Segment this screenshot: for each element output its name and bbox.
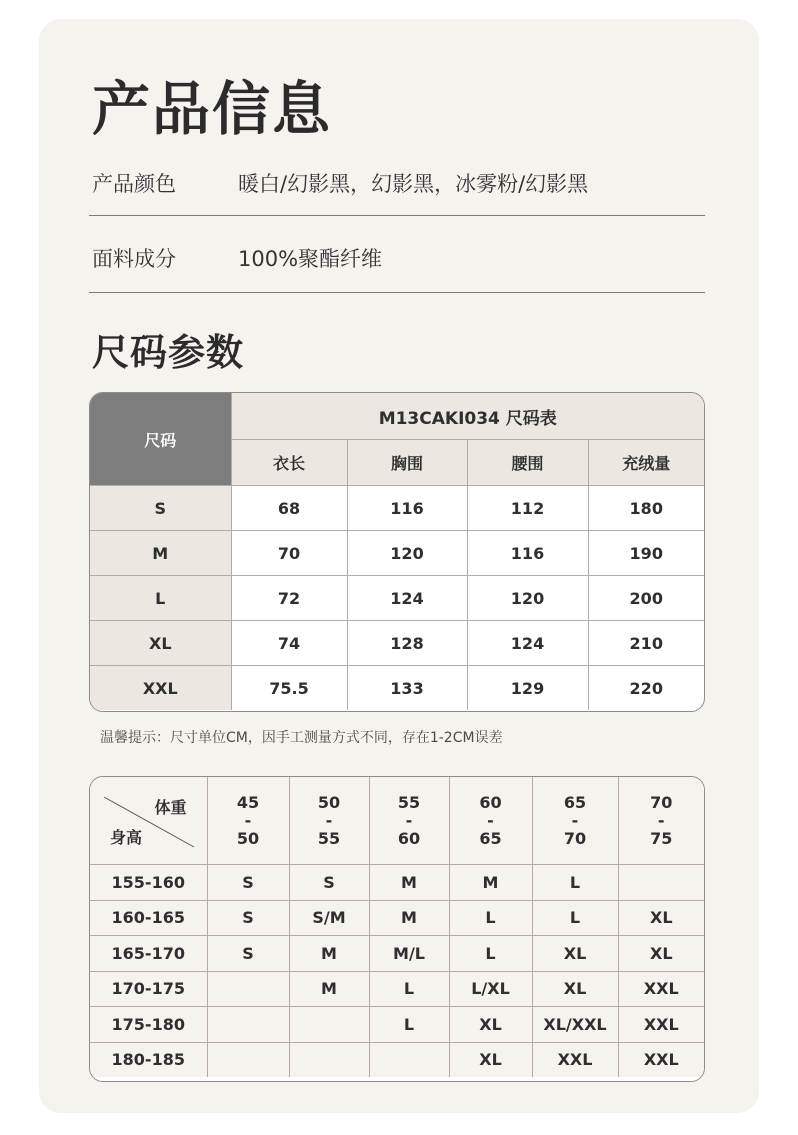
size-cell: XXL [90,666,231,711]
weight-sep: - [571,810,579,830]
table-cell: M [289,936,369,972]
table-cell: XL [618,936,704,972]
column-header: 衣长 [231,440,347,486]
table-cell: L [449,900,532,936]
table-cell: M [369,865,449,901]
table-cell: XXL [618,1042,704,1077]
table-cell: 68 [231,486,347,531]
table-cell [618,865,704,901]
info-value: 暖白/幻影黑，幻影黑，冰雾粉/幻影黑 [238,172,589,196]
table-cell: S [207,900,289,936]
weight-from: 50 [317,792,341,812]
table-cell: 116 [467,531,588,576]
divider [89,215,705,216]
table-row [90,576,704,621]
table-cell: 112 [467,486,588,531]
weight-sep: - [405,810,413,830]
divider [89,292,705,293]
table-row [90,1042,704,1077]
table-row [90,666,704,711]
info-value: 100%聚酯纤维 [238,247,383,271]
table-cell: XL/XXL [532,1007,618,1043]
table-cell: 124 [347,576,467,621]
table-cell: XXL [618,971,704,1007]
height-cell: 175-180 [90,1007,207,1043]
table-cell: 200 [588,576,704,621]
table-row [90,971,704,1007]
table-cell: 128 [347,621,467,666]
table-cell: 120 [467,576,588,621]
table-cell: 220 [588,666,704,711]
table-cell: S [289,865,369,901]
size-section-title: 尺码参数 [92,331,244,374]
table-cell: XL [618,900,704,936]
column-header: 胸围 [347,440,467,486]
table-row [90,865,704,901]
weight-sep: - [244,810,252,830]
size-cell: M [90,531,231,576]
table-cell: XXL [532,1042,618,1077]
weight-range-header [207,777,289,865]
table-cell [207,971,289,1007]
table-cell: XL [532,971,618,1007]
table-cell: L [369,1007,449,1043]
table-cell: 180 [588,486,704,531]
height-cell: 180-185 [90,1042,207,1077]
weight-to: 70 [563,828,587,848]
weight-range-header [369,777,449,865]
height-cell: 160-165 [90,900,207,936]
table-cell [207,1042,289,1077]
weight-from: 65 [563,792,587,812]
table-cell: M [449,865,532,901]
weight-range-header [618,777,704,865]
weight-to: 65 [479,828,502,848]
weight-from: 60 [479,792,502,812]
table-cell: S [207,936,289,972]
size-table-title: M13CAKI034 尺码表 [231,393,704,440]
weight-sep: - [325,810,333,830]
height-cell: 155-160 [90,865,207,901]
product-info-title: 产品信息 [92,75,333,143]
weight-range-header [289,777,369,865]
height-cell: 165-170 [90,936,207,972]
table-cell: 190 [588,531,704,576]
table-row [90,936,704,972]
table-row [90,621,704,666]
table-cell: L [449,936,532,972]
weight-sep: - [487,810,494,830]
column-header: 充绒量 [588,440,704,486]
table-cell: M/L [369,936,449,972]
size-cell: L [90,576,231,621]
table-row [90,486,704,531]
weight-to: 50 [236,828,260,848]
table-cell [289,1007,369,1043]
column-header: 腰围 [467,440,588,486]
size-table [89,392,705,712]
table-cell: 133 [347,666,467,711]
weight-from: 55 [397,792,421,812]
diagonal-header-cell [90,777,207,865]
table-cell: 124 [467,621,588,666]
size-header-cell: 尺码 [90,393,231,486]
size-cell: S [90,486,231,531]
table-cell: 72 [231,576,347,621]
table-cell [207,1007,289,1043]
weight-to: 60 [397,828,421,848]
table-cell: S [207,865,289,901]
weight-to: 55 [317,828,341,848]
table-cell: 210 [588,621,704,666]
weight-range-header [449,777,532,865]
weight-to: 75 [650,828,673,848]
table-cell: XL [532,936,618,972]
table-cell: M [369,900,449,936]
info-label: 产品颜色 [92,172,176,196]
table-cell: L [532,900,618,936]
table-cell: L [369,971,449,1007]
measurement-note: 温馨提示：尺寸单位CM，因手工测量方式不同，存在1-2CM误差 [100,730,503,746]
table-cell: 116 [347,486,467,531]
table-cell: M [289,971,369,1007]
table-cell: 75.5 [231,666,347,711]
height-label: 身高 [110,828,143,847]
size-cell: XL [90,621,231,666]
table-cell [289,1042,369,1077]
table-cell: L [532,865,618,901]
table-cell: 74 [231,621,347,666]
table-cell: XL [449,1007,532,1043]
table-cell: 70 [231,531,347,576]
table-cell: S/M [289,900,369,936]
fit-table [89,776,705,1082]
weight-range-header [532,777,618,865]
info-label: 面料成分 [92,247,176,271]
table-row [90,1007,704,1043]
table-cell: 120 [347,531,467,576]
table-row [90,531,704,576]
diagonal-line [90,777,207,864]
weight-from: 45 [236,792,260,812]
weight-label: 体重 [154,798,187,817]
table-cell: 129 [467,666,588,711]
table-cell: XXL [618,1007,704,1043]
table-row [90,900,704,936]
table-cell [369,1042,449,1077]
weight-sep: - [657,810,665,830]
weight-from: 70 [650,792,673,812]
height-cell: 170-175 [90,971,207,1007]
table-cell: XL [449,1042,532,1077]
table-cell: L/XL [449,971,532,1007]
